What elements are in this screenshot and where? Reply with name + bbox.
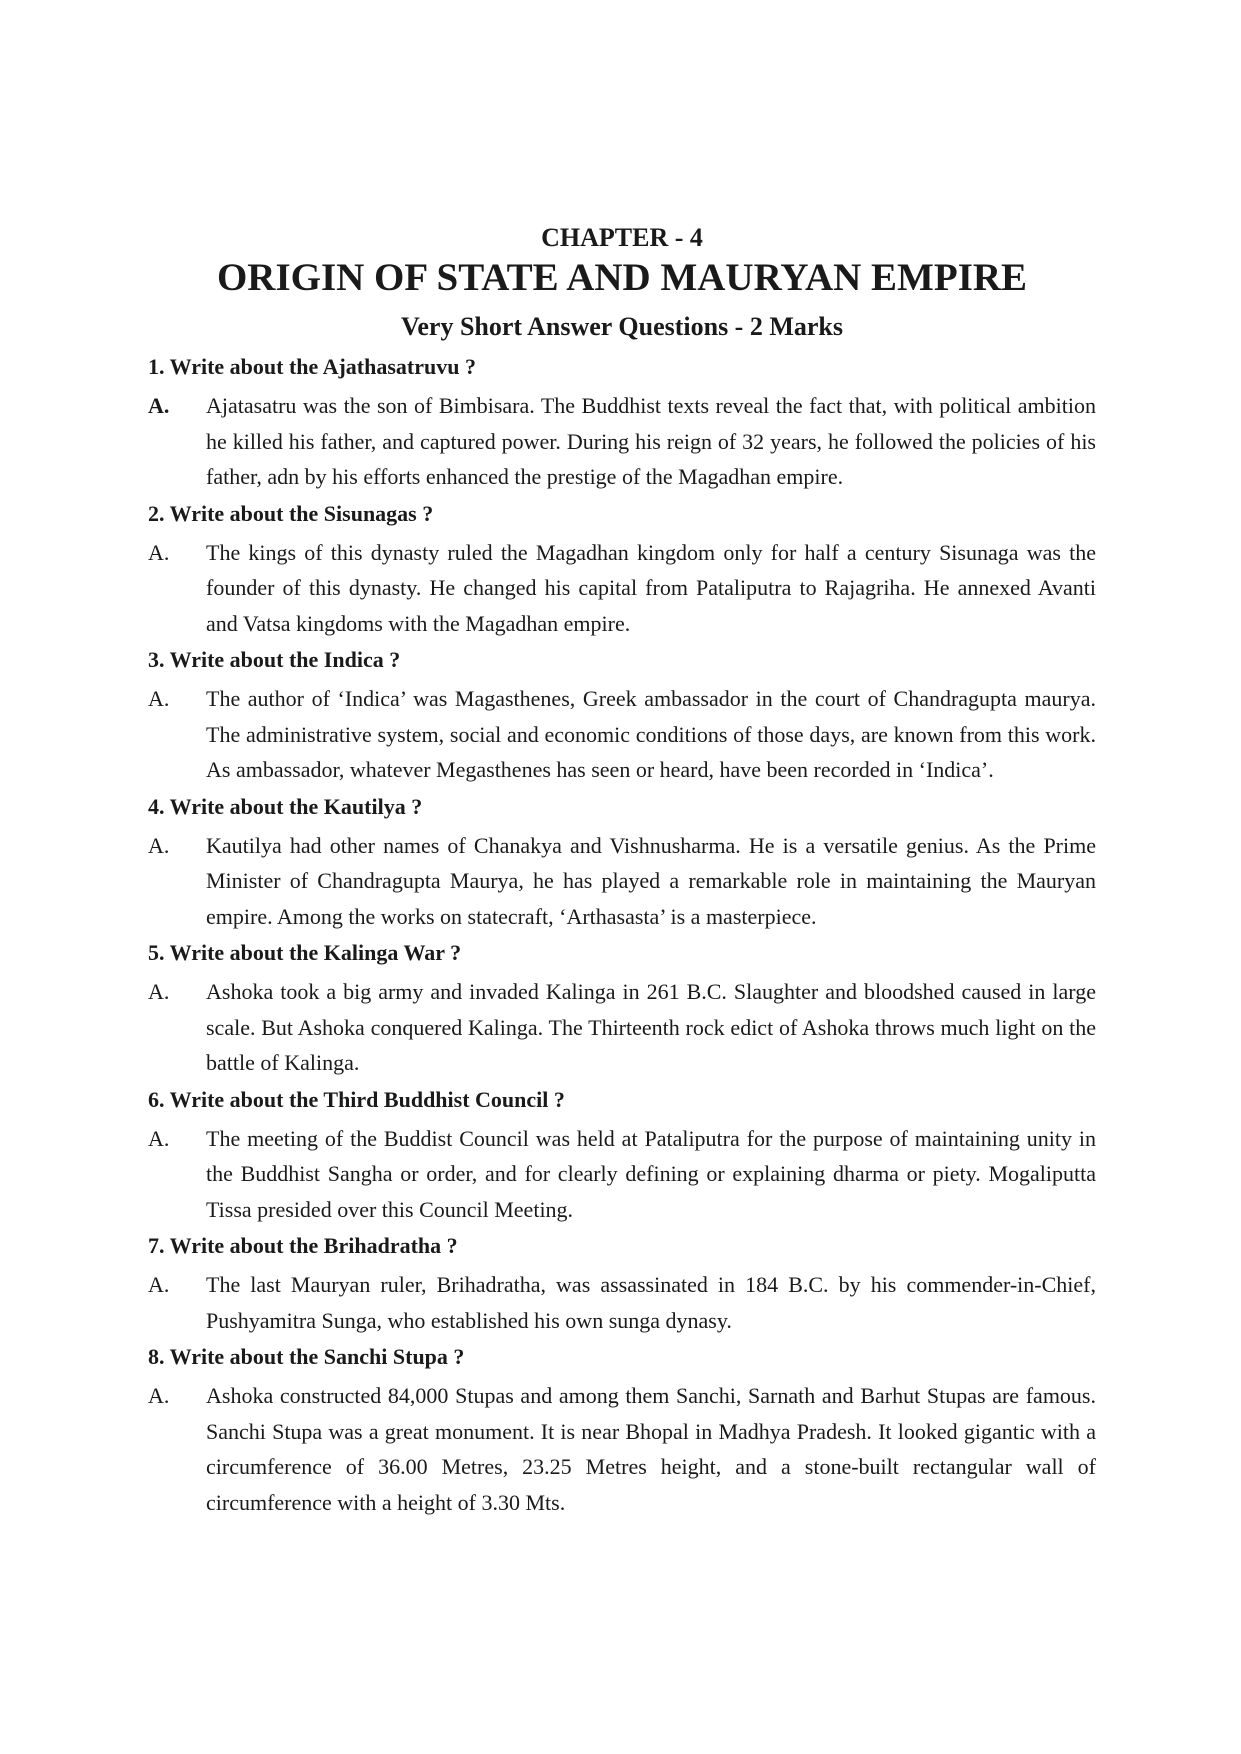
chapter-title: ORIGIN OF STATE AND MAURYAN EMPIRE: [216, 256, 1028, 299]
answer-text: Ajatasatru was the son of Bimbisara. The Buddhist texts reveal the fact that, with political ambition he killed his father, and captured power. During his reign of 32 years, he followed the policies of his father, adn by his efforts enhanced the prestige of the Magadhan empire.: [206, 393, 1096, 489]
answer-2: [148, 535, 1096, 642]
answer-text: The last Mauryan ruler, Brihadratha, was assassinated in 184 B.C. by his commender-in-Chief, Pushyamitra Sunga, who established his own sunga dynasy.: [206, 1272, 1096, 1333]
qa-item-3: [148, 645, 1096, 788]
qa-item-5: [148, 938, 1096, 1081]
answer-marker: A.: [148, 832, 170, 858]
answer-3: [148, 681, 1096, 788]
question-8: 8. Write about the Sanchi Stupa ?: [148, 1344, 465, 1369]
qa-item-2: [148, 499, 1096, 642]
qa-item-7: [148, 1231, 1096, 1338]
answer-6: [148, 1121, 1096, 1228]
answer-7: [148, 1267, 1096, 1338]
answer-marker: A.: [148, 979, 170, 1004]
answer-text: The kings of this dynasty ruled the Magadhan kingdom only for half a century Sisunaga was the founder of this dynasty. He changed his capital from Pataliputra to Rajagriha. He annexed Avanti and Vatsa kingdoms with the Magadhan empire.: [206, 539, 1096, 636]
qa-item-8: [148, 1342, 1096, 1520]
question-1: 1. Write about the Ajathasatruvu ?: [148, 354, 476, 379]
answer-marker: A.: [148, 539, 170, 565]
question-7: 7. Write about the Brihadratha ?: [148, 1233, 458, 1258]
question-4: 4. Write about the Kautilya ?: [148, 793, 423, 819]
answer-1: [148, 388, 1096, 495]
section-title: Very Short Answer Questions - 2 Marks: [400, 312, 843, 341]
answer-text: The author of ‘Indica’ was Magasthenes, Greek ambassador in the court of Chandragupta maurya. The administrative system, social and economic conditions of those days, are known from this work. As ambassador, whatever Megasthenes has seen or heard, have been recorded in ‘Indica’.: [206, 686, 1096, 782]
qa-item-1: [148, 352, 1096, 495]
answer-4: [148, 828, 1096, 935]
answer-marker: A.: [148, 686, 170, 711]
question-3: 3. Write about the Indica ?: [148, 647, 401, 672]
answer-text: Ashoka constructed 84,000 Stupas and among them Sanchi, Sarnath and Barhut Stupas are famous. Sanchi Stupa was a great monument. It is near Bhopal in Madhya Pradesh. It looked gigantic with a circumference of 36.00 Metres, 23.25 Metres height, and a stone-built rectangular wall of circumference with a height of 3.30 Mts.: [206, 1383, 1096, 1515]
answer-text: The meeting of the Buddist Council was held at Pataliputra for the purpose of maintaining unity in the Buddhist Sangha or order, and for clearly defining or explaining dharma or piety. Mogaliputta Tissa presided over this Council Meeting.: [206, 1125, 1096, 1222]
answer-marker: A.: [148, 1272, 170, 1297]
qa-item-6: [148, 1085, 1096, 1228]
answer-8: [148, 1378, 1096, 1520]
answer-marker: A.: [148, 393, 170, 418]
question-2: 2. Write about the Sisunagas ?: [148, 500, 434, 526]
question-5: 5. Write about the Kalinga War ?: [148, 940, 462, 965]
chapter-label: CHAPTER - 4: [541, 223, 703, 252]
answer-marker: A.: [148, 1125, 170, 1151]
qa-item-4: [148, 792, 1096, 935]
answer-text: Ashoka took a big army and invaded Kalinga in 261 B.C. Slaughter and bloodshed caused in large scale. But Ashoka conquered Kalinga. The Thirteenth rock edict of Ashoka throws much light on the battle of Kalinga.: [206, 979, 1096, 1075]
answer-text: Kautilya had other names of Chanakya and Vishnusharma. He is a versatile genius. As the Prime Minister of Chandragupta Maurya, he has played a remarkable role in maintaining the Mauryan empire. Among the works on statecraft, ‘Arthasasta’ is a masterpiece.: [206, 832, 1096, 929]
answer-marker: A.: [148, 1383, 170, 1408]
question-6: 6. Write about the Third Buddhist Council ?: [148, 1086, 565, 1112]
answer-5: [148, 974, 1096, 1081]
